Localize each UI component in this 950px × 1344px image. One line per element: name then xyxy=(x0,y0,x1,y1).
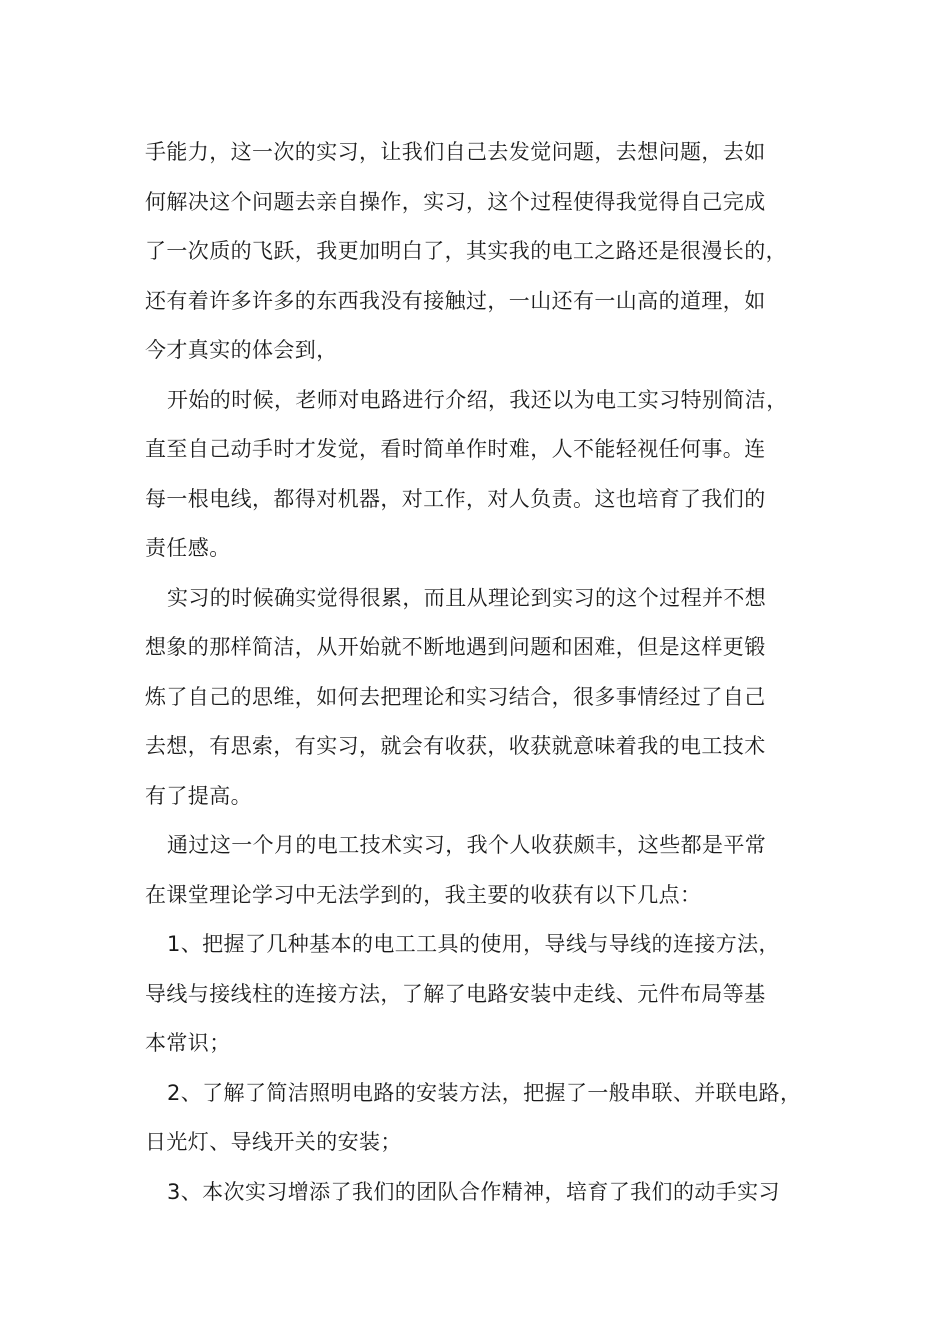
text-line: 炼了自己的思维，如何去把理论和实习结合，很多事情经过了自己 xyxy=(145,684,766,709)
paragraph-1 xyxy=(145,128,825,376)
paragraph-3 xyxy=(145,574,825,822)
text-line: 1、把握了几种基本的电工工具的使用，导线与导线的连接方法， xyxy=(167,932,780,956)
list-item-3 xyxy=(145,1168,825,1218)
text-line: 何解决这个问题去亲自操作，实习，这个过程使得我觉得自己完成 xyxy=(145,189,766,214)
text-line: 导线与接线柱的连接方法，了解了电路安装中走线、元件布局等基 xyxy=(145,981,766,1006)
text-line: 还有着许多许多的东西我没有接触过，一山还有一山高的道理，如 xyxy=(145,288,766,313)
paragraph-2 xyxy=(145,376,825,574)
paragraph-4 xyxy=(145,821,825,920)
text-line: 开始的时候，老师对电路进行介绍，我还以为电工实习特别简洁， xyxy=(167,387,788,412)
text-line: 去想，有思索，有实习，就会有收获，收获就意味着我的电工技术 xyxy=(145,734,766,758)
text-line: 责任感。 xyxy=(145,536,231,560)
text-line: 在课堂理论学习中无法学到的，我主要的收获有以下几点： xyxy=(145,882,702,907)
text-line: 了一次质的飞跃，我更加明白了，其实我的电工之路还是很漫长的， xyxy=(145,239,787,263)
list-item-2 xyxy=(145,1069,825,1168)
text-line: 手能力，这一次的实习，让我们自己去发觉问题，去想问题，去如 xyxy=(145,140,766,164)
text-line: 想象的那样简洁，从开始就不断地遇到问题和困难，但是这样更锻 xyxy=(145,635,766,659)
text-line: 本常识； xyxy=(145,1031,231,1055)
text-line: 日光灯、导线开关的安装； xyxy=(145,1130,402,1154)
text-line: 实习的时候确实觉得很累，而且从理论到实习的这个过程并不想 xyxy=(167,585,767,610)
text-line: 2、了解了简洁照明电路的安装方法，把握了一般串联、并联电路， xyxy=(167,1080,802,1105)
text-line: 直至自己动手时才发觉，看时简单作时难，人不能轻视任何事。连 xyxy=(145,437,766,461)
document-body xyxy=(145,128,825,1217)
text-line: 3、本次实习增添了我们的团队合作精神，培育了我们的动手实习 xyxy=(167,1179,780,1204)
text-line: 每一根电线，都得对机器，对工作，对人负责。这也培育了我们的 xyxy=(145,486,766,511)
text-line: 有了提高。 xyxy=(145,783,252,808)
text-line: 通过这一个月的电工技术实习，我个人收获颇丰，这些都是平常 xyxy=(167,833,767,857)
text-line: 今才真实的体会到， xyxy=(145,338,338,362)
list-item-1 xyxy=(145,920,825,1069)
